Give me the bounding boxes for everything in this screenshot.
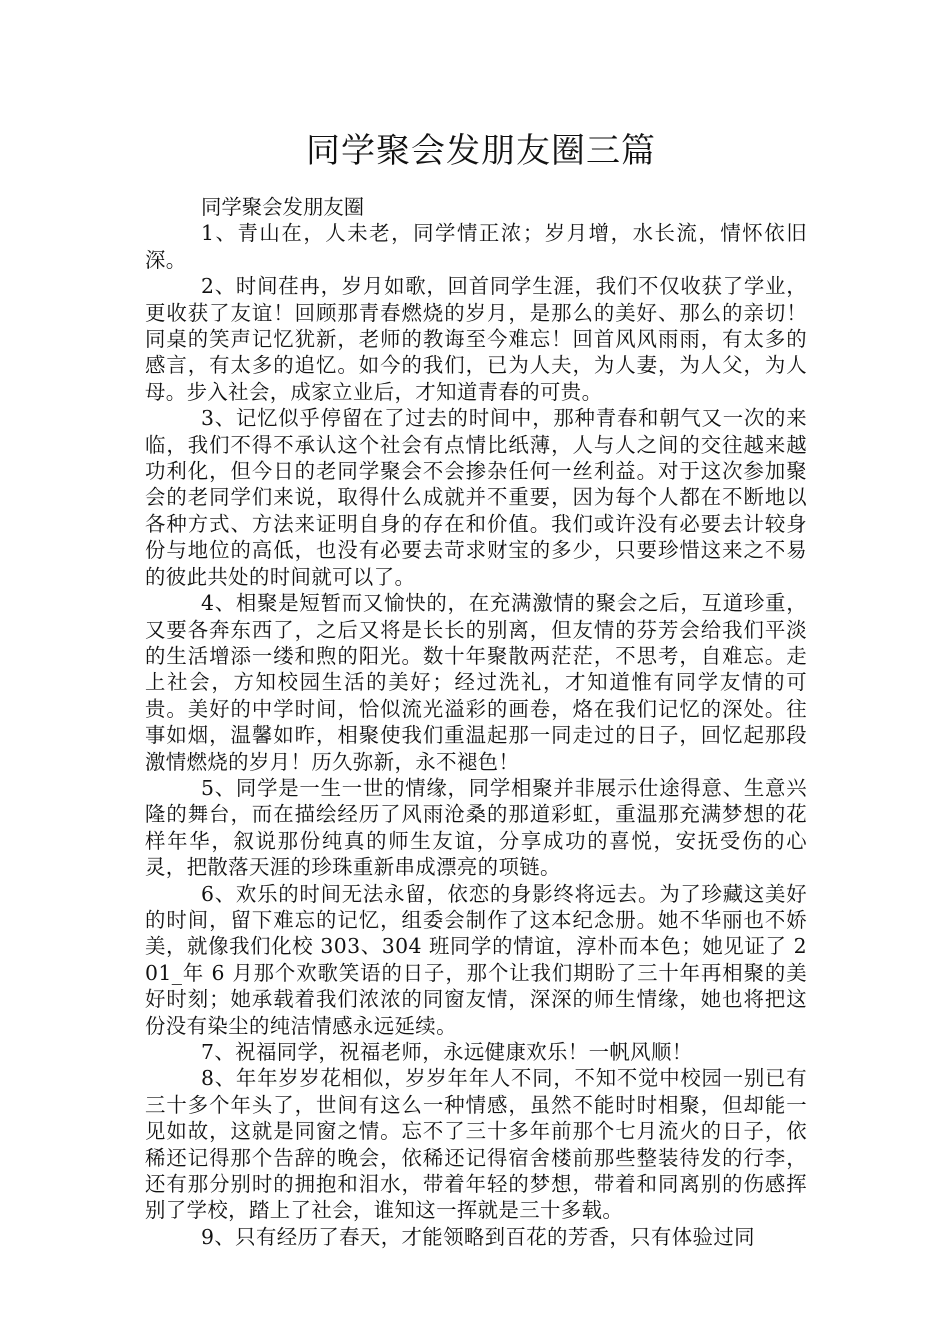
paragraph-4: 4、相聚是短暂而又愉快的，在充满激情的聚会之后，互道珍重，又要各奔东西了，之后又将是长长的别离，但友情的芬芳会给我们平淡的生活增添一缕和煦的阳光。数十年聚散两茫茫，不思考，自难忘。走上社会，方知校园生活的美好；经过洗礼，才知道惟有同学友情的可贵。美好的中学时间，恰似流光溢彩的画卷，烙在我们记忆的深处。往事如烟，温馨如昨，相聚使我们重温起那一同走过的日子，回忆起那段激情燃烧的岁月！历久弥新，永不褪色！ (145, 591, 807, 774)
document-body (145, 194, 807, 1250)
paragraph-1: 1、青山在，人未老，同学情正浓；岁月增，水长流，情怀依旧深。 (145, 221, 807, 272)
document-page (145, 120, 807, 1250)
paragraph-8: 8、年年岁岁花相似，岁岁年年人不同，不知不觉中校园一别已有三十多个年头了，世间有这么一种情感，虽然不能时时相聚，但却能一见如故，这就是同窗之情。忘不了三十多年前那个七月流火的日子，依稀还记得那个告辞的晚会，依稀还记得宿舍楼前那些整装待发的行李，还有那分别时的拥抱和泪水，带着年轻的梦想，带着和同离别的伤感挥别了学校，踏上了社会，谁知这一挥就是三十多载。 (145, 1066, 807, 1223)
paragraph-9: 9、只有经历了春天，才能领略到百花的芳香，只有体验过同 (201, 1224, 755, 1249)
paragraph-6: 6、欢乐的时间无法永留，依恋的身影终将远去。为了珍藏这美好的时间，留下难忘的记忆，组委会制作了这本纪念册。她不华丽也不娇美，就像我们化校 303、304 班同学的情谊，淳朴而本色；她见证了 201_年 6 月那个欢歌笑语的日子，那个让我们期盼了三十年再相聚的美好时刻；她承载着我们浓浓的同窗友情，深深的师生情缘，她也将把这份没有染尘的纯洁情感永远延续。 (145, 881, 807, 1038)
paragraph-2: 2、时间荏冉，岁月如歌，回首同学生涯，我们不仅收获了学业，更收获了友谊！回顾那青春燃烧的岁月，是那么的美好、那么的亲切！同桌的笑声记忆犹新，老师的教诲至今难忘！回首风风雨雨，有太多的感言，有太多的追忆。如今的我们，已为人夫，为人妻，为人父，为人母。步入社会，成家立业后，才知道青春的可贵。 (145, 274, 807, 404)
paragraph-5: 5、同学是一生一世的情缘，同学相聚并非展示仕途得意、生意兴隆的舞台，而在描绘经历了风雨沧桑的那道彩虹，重温那充满梦想的花样年华，叙说那份纯真的师生友谊，分享成功的喜悦，安抚受伤的心灵，把散落天涯的珍珠重新串成漂亮的项链。 (145, 775, 807, 880)
section-heading: 同学聚会发朋友圈 (201, 195, 365, 219)
paragraph-3: 3、记忆似乎停留在了过去的时间中，那种青春和朝气又一次的来临，我们不得不承认这个社会有点情比纸薄，人与人之间的交往越来越功利化，但今日的老同学聚会不会掺杂任何一丝利益。对于这次参加聚会的老同学们来说，取得什么成就并不重要，因为每个人都在不断地以各种方式、方法来证明自身的存在和价值。我们或许没有必要去计较身份与地位的高低，也没有必要去苛求财宝的多少，只要珍惜这来之不易的彼此共处的时间就可以了。 (145, 406, 807, 589)
paragraph-7: 7、祝福同学，祝福老师，永远健康欢乐！一帆风顺！ (201, 1040, 693, 1064)
document-title: 同学聚会发朋友圈三篇 (306, 131, 656, 171)
